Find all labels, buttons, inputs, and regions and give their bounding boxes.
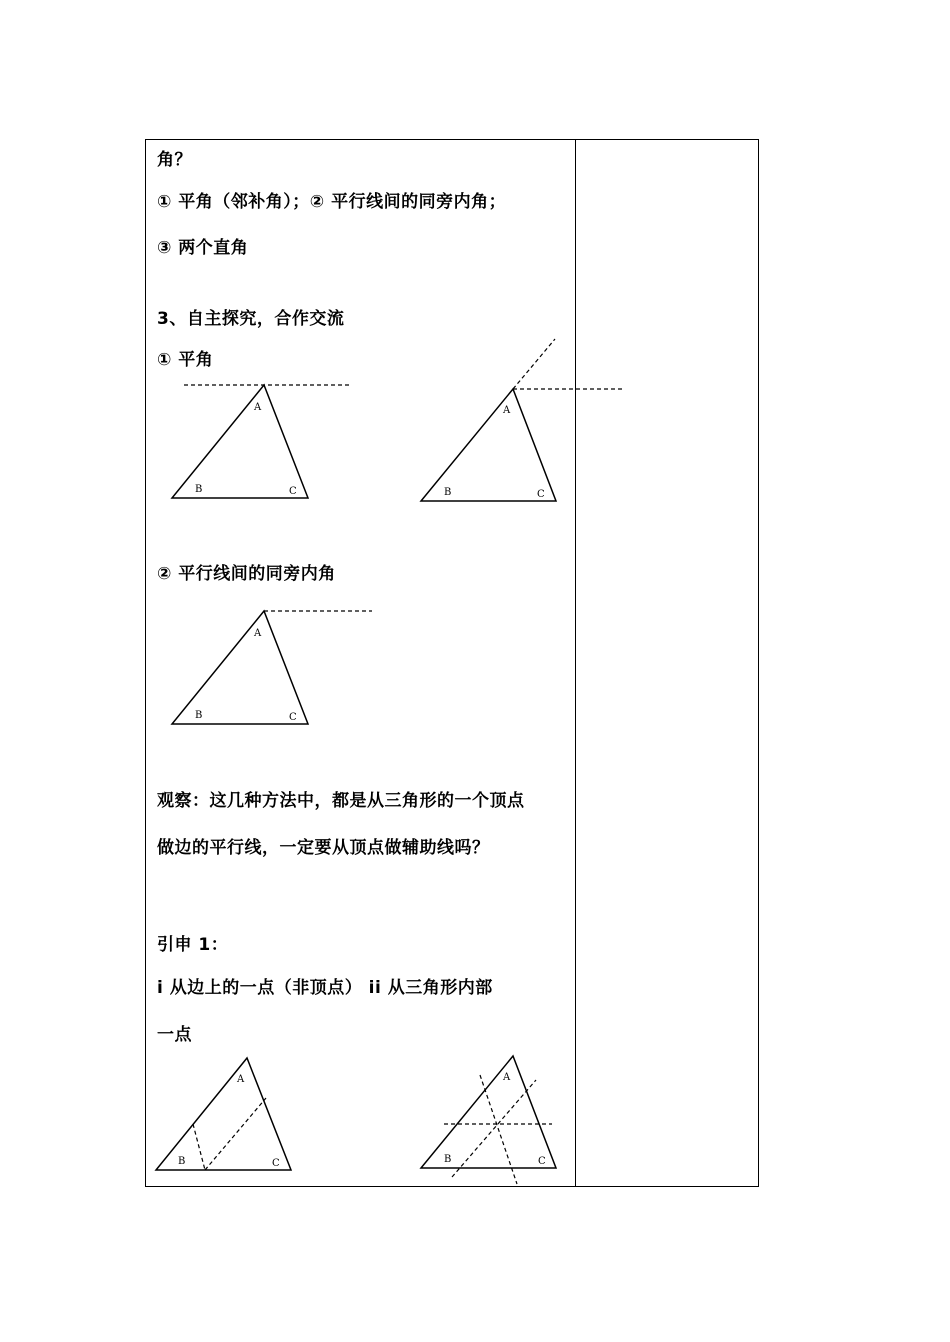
triangle [172, 385, 308, 498]
text-line-3: ③ 两个直角 [157, 238, 249, 258]
figure-interior-point [421, 1056, 556, 1184]
text-line-4: 3、自主探究，合作交流 [157, 309, 345, 329]
triangle [156, 1058, 291, 1170]
figure-co-interior-angles [172, 611, 372, 724]
text-line-6: ② 平行线间的同旁内角 [157, 564, 336, 584]
label-a: A [254, 628, 262, 639]
label-c: C [289, 712, 297, 723]
figure-straight-angle-1 [172, 385, 352, 498]
text-line-11: 一点 [157, 1025, 192, 1045]
figure-point-on-side [156, 1058, 291, 1170]
text-line-1: 角？ [157, 150, 192, 170]
label-b: B [195, 484, 203, 495]
label-c: C [272, 1158, 280, 1169]
label-a: A [254, 402, 262, 413]
label-a: A [503, 405, 511, 416]
text-line-10: i 从边上的一点（非顶点） ii 从三角形内部 [157, 978, 493, 998]
aux-line-2 [205, 1098, 266, 1170]
label-b: B [444, 1154, 452, 1165]
label-c: C [537, 489, 545, 500]
label-b: B [195, 710, 203, 721]
label-b: B [178, 1156, 186, 1167]
text-line-8: 做边的平行线，一定要从顶点做辅助线吗？ [157, 838, 490, 858]
text-line-7: 观察：这几种方法中，都是从三角形的一个顶点 [157, 791, 525, 811]
label-c: C [289, 486, 297, 497]
aux-line-diagonal [452, 1080, 536, 1177]
label-a: A [503, 1072, 511, 1083]
text-line-9: 引申 1： [157, 935, 229, 955]
extended-side [513, 339, 555, 389]
label-a: A [237, 1074, 245, 1085]
label-c: C [538, 1156, 546, 1167]
label-b: B [444, 487, 452, 498]
triangle [421, 1056, 556, 1168]
text-line-5: ① 平角 [157, 350, 214, 370]
figure-straight-angle-2 [421, 339, 622, 501]
aux-line-1 [193, 1124, 205, 1170]
triangle [421, 389, 556, 501]
triangle [172, 611, 308, 724]
text-line-2: ① 平角（邻补角）；② 平行线间的同旁内角； [157, 192, 507, 212]
